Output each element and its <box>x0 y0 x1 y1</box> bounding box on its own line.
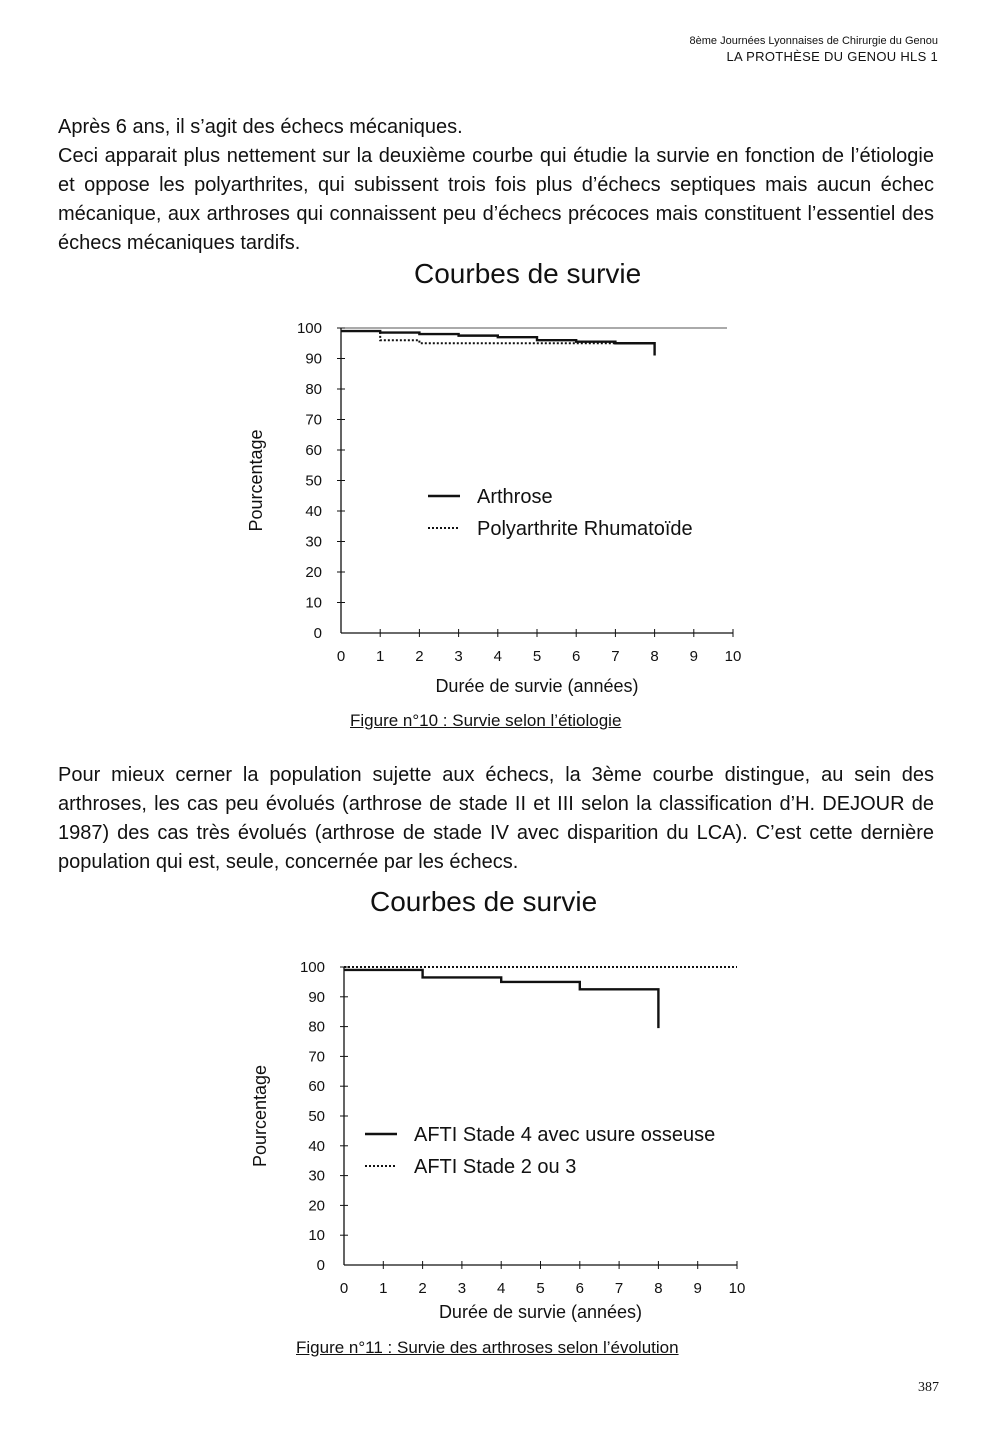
y-tick-label: 60 <box>305 442 322 459</box>
x-tick-label: 5 <box>536 1280 545 1297</box>
x-tick-label: 8 <box>654 1280 663 1297</box>
x-axis-title: Durée de survie (années) <box>435 676 639 696</box>
x-tick-label: 10 <box>724 648 742 665</box>
x-tick-label: 1 <box>376 648 385 665</box>
y-tick-label: 50 <box>308 1108 325 1125</box>
x-tick-label: 5 <box>532 648 542 665</box>
survival-chart-figure-11 <box>0 940 1000 1330</box>
x-tick-label: 2 <box>418 1280 427 1297</box>
x-tick-label: 2 <box>415 648 424 665</box>
y-axis-title: Pourcentage <box>250 1064 270 1168</box>
y-tick-label: 0 <box>313 625 322 642</box>
y-tick-label: 0 <box>316 1257 325 1274</box>
x-tick-label: 10 <box>728 1280 746 1297</box>
y-tick-label: 10 <box>308 1227 325 1245</box>
x-tick-label: 3 <box>454 648 463 665</box>
y-tick-label: 70 <box>308 1048 325 1066</box>
body-paragraph-1 <box>58 113 934 258</box>
page-number: 387 <box>918 1380 939 1395</box>
y-tick-label: 90 <box>305 350 322 368</box>
x-axis-title: Durée de survie (années) <box>438 1302 643 1322</box>
figure-caption: Figure n°11 : Survie des arthroses selon l’évolution <box>296 1338 679 1357</box>
body-sentence: Ceci apparait plus nettement sur la deuxième courbe qui étudie la survie en fonction de l’étiologie et oppose les polyarthrites, qui subissent trois fois plus d’échecs septiques mais aucun échec mécanique, aux arthroses qui connaissent peu d’échecs précoces mais constituent l’essentiel des échecs mécaniques tardifs. <box>58 145 934 254</box>
y-axis-title: Pourcentage <box>246 429 266 532</box>
legend-label: AFTI Stade 2 ou 3 <box>414 1156 577 1178</box>
y-tick-label: 80 <box>305 381 322 398</box>
x-tick-label: 7 <box>614 1280 624 1297</box>
legend-label: Polyarthrite Rhumatoïde <box>477 518 693 540</box>
y-tick-label: 60 <box>308 1078 325 1096</box>
figure-caption: Figure n°10 : Survie selon l’étiologie <box>350 711 622 730</box>
x-tick-label: 9 <box>693 1280 702 1297</box>
body-sentence: Après 6 ans, il s’agit des échecs mécaniques. <box>58 116 463 138</box>
header-book-title: LA PROTHÈSE DU GENOU HLS 1 <box>726 49 938 64</box>
y-tick-label: 20 <box>308 1197 325 1215</box>
survival-chart-figure-10 <box>0 300 1000 700</box>
y-tick-label: 80 <box>308 1018 325 1036</box>
y-tick-label: 90 <box>308 988 325 1006</box>
y-tick-label: 40 <box>305 503 322 520</box>
series-line-solid <box>344 970 658 1028</box>
x-tick-label: 6 <box>572 648 581 665</box>
y-tick-label: 40 <box>308 1137 325 1155</box>
y-tick-label: 100 <box>296 320 322 337</box>
y-tick-label: 30 <box>305 533 322 551</box>
y-tick-label: 50 <box>305 472 322 490</box>
x-tick-label: 8 <box>650 648 659 665</box>
y-tick-label: 30 <box>308 1167 325 1185</box>
y-tick-label: 10 <box>305 594 322 612</box>
x-tick-label: 1 <box>379 1280 388 1297</box>
running-header <box>690 34 938 64</box>
x-tick-label: 9 <box>689 648 698 665</box>
body-paragraph-2: Pour mieux cerner la population sujette aux échecs, la 3ème courbe distingue, au sein des arthroses, les cas peu évolués (arthrose de stade II et III selon la classification d’H. DEJOUR de 1987) des cas très évolués (arthrose de stade IV avec disparition du LCA). C’est cette dernière population qui est, seule, concernée par les échecs. <box>58 764 934 873</box>
x-tick-label: 4 <box>497 1280 506 1297</box>
x-tick-label: 6 <box>575 1280 584 1297</box>
y-tick-label: 20 <box>305 564 322 581</box>
x-tick-label: 3 <box>457 1280 467 1297</box>
chart-title: Courbes de survie <box>414 258 642 289</box>
legend-label: AFTI Stade 4 avec usure osseuse <box>414 1124 716 1146</box>
chart-title: Courbes de survie <box>370 886 598 917</box>
y-tick-label: 70 <box>305 411 322 429</box>
header-conference: 8ème Journées Lyonnaises de Chirurgie du Genou <box>689 35 938 47</box>
x-tick-label: 0 <box>336 648 346 665</box>
x-tick-label: 4 <box>493 648 502 665</box>
y-tick-label: 100 <box>299 959 325 976</box>
legend-label: Arthrose <box>477 486 553 508</box>
x-tick-label: 7 <box>611 648 620 665</box>
x-tick-label: 0 <box>339 1280 349 1297</box>
